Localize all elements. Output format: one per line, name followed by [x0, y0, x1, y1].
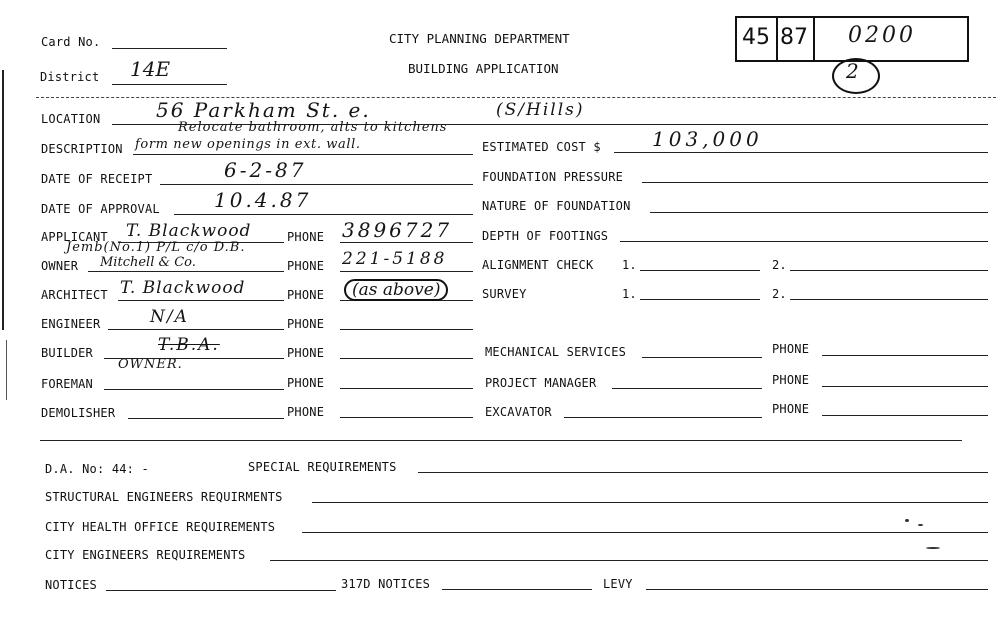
excavator-phone-label: PHONE	[772, 402, 810, 416]
applicant-label: APPLICANT	[41, 230, 108, 244]
levy-line	[646, 589, 988, 590]
health-requirements-line	[302, 532, 988, 533]
survey-label: SURVEY	[482, 287, 527, 301]
foreman-phone-line	[340, 388, 473, 389]
special-requirements-line	[418, 472, 988, 473]
date-of-approval-line	[174, 214, 473, 215]
alignment-check-line2	[790, 270, 988, 271]
da-no-label: D.A. No: 44: -	[45, 462, 149, 476]
architect-label: ARCHITECT	[41, 288, 108, 302]
estimated-cost-line	[614, 152, 988, 153]
owner-line2: Mitchell & Co.	[100, 255, 196, 270]
foreman-label: FOREMAN	[41, 377, 93, 391]
project-manager-label: PROJECT MANAGER	[485, 376, 597, 390]
depth-of-footings-label: DEPTH OF FOOTINGS	[482, 229, 609, 243]
card-no-label: Card No.	[41, 35, 101, 49]
notices-line	[106, 590, 336, 591]
mechanical-services-phone-line	[822, 355, 988, 356]
applicant-phone-value: 3896727	[342, 218, 453, 242]
owner-line	[88, 271, 284, 272]
engineer-phone-line	[340, 329, 473, 330]
location-suffix: (S/Hills)	[496, 100, 585, 120]
excavator-line	[564, 417, 762, 418]
ref-a: 45	[742, 25, 770, 50]
city-engineers-line	[270, 560, 988, 561]
department-title: CITY PLANNING DEPARTMENT	[389, 31, 570, 46]
foundation-pressure-line	[642, 182, 988, 183]
section-separator	[40, 440, 962, 441]
engineer-line	[108, 329, 284, 330]
builder-phone-line	[340, 358, 473, 359]
ref-divider-2	[813, 18, 815, 60]
owner-phone-label: PHONE	[287, 259, 325, 273]
ref-divider-1	[776, 18, 778, 60]
survey-opt1: 1.	[622, 287, 637, 301]
card-no-line	[112, 48, 227, 49]
builder-phone-label: PHONE	[287, 346, 325, 360]
form-title: BUILDING APPLICATION	[408, 61, 559, 76]
structural-requirements-label: STRUCTURAL ENGINEERS REQUIRMENTS	[45, 490, 283, 504]
applicant-phone-label: PHONE	[287, 230, 325, 244]
owner-phone-line	[340, 271, 473, 272]
alignment-check-opt1: 1.	[622, 258, 637, 272]
demolisher-phone-label: PHONE	[287, 405, 325, 419]
circled-number: 2	[846, 59, 859, 83]
mechanical-services-line	[642, 357, 762, 358]
survey-line2	[790, 299, 988, 300]
survey-opt2: 2.	[772, 287, 787, 301]
estimated-cost-value: 103,000	[652, 127, 763, 151]
levy-label: LEVY	[603, 577, 633, 591]
owner-label: OWNER	[41, 259, 79, 273]
architect-phone-value: (as above)	[344, 279, 448, 301]
date-of-approval-value: 10.4.87	[214, 188, 312, 212]
architect-value: T. Blackwood	[120, 278, 246, 298]
nature-of-foundation-label: NATURE OF FOUNDATION	[482, 199, 631, 213]
date-of-receipt-line	[160, 184, 473, 185]
alignment-check-line1	[640, 270, 760, 271]
scan-speck	[926, 547, 940, 549]
builder-value: T.B.A.	[158, 335, 220, 355]
foundation-pressure-label: FOUNDATION PRESSURE	[482, 170, 624, 184]
special-requirements-label: SPECIAL REQUIREMENTS	[248, 460, 397, 474]
project-manager-phone-label: PHONE	[772, 373, 810, 387]
alignment-check-opt2: 2.	[772, 258, 787, 272]
applicant-value: T. Blackwood	[126, 221, 252, 241]
location-value: 56 Parkham St. e.	[156, 98, 371, 122]
district-line	[112, 84, 227, 85]
date-of-receipt-value: 6-2-87	[224, 158, 307, 182]
architect-line	[118, 300, 284, 301]
excavator-label: EXCAVATOR	[485, 405, 552, 419]
foreman-phone-label: PHONE	[287, 376, 325, 390]
owner-phone-value: 221-5188	[342, 249, 448, 269]
alignment-check-label: ALIGNMENT CHECK	[482, 258, 594, 272]
date-of-approval-label: DATE OF APPROVAL	[41, 202, 160, 216]
district-label: District	[40, 70, 100, 84]
engineer-phone-label: PHONE	[287, 317, 325, 331]
scan-edge	[6, 340, 7, 400]
description-underline	[133, 154, 473, 155]
project-manager-line	[612, 388, 762, 389]
scan-speck	[905, 519, 909, 522]
city-engineers-label: CITY ENGINEERS REQUIREMENTS	[45, 548, 246, 562]
architect-phone-label: PHONE	[287, 288, 325, 302]
nature-of-foundation-line	[650, 212, 988, 213]
demolisher-label: DEMOLISHER	[41, 406, 116, 420]
builder-label: BUILDER	[41, 346, 93, 360]
notices-317d-label: 317D NOTICES	[341, 577, 431, 591]
ref-c: 0200	[848, 23, 916, 48]
demolisher-phone-line	[340, 417, 473, 418]
estimated-cost-label: ESTIMATED COST $	[482, 140, 601, 154]
applicant-phone-line	[340, 242, 473, 243]
engineer-value: N/A	[150, 307, 189, 327]
engineer-label: ENGINEER	[41, 317, 101, 331]
demolisher-line	[128, 418, 284, 419]
ref-b: 87	[780, 25, 808, 50]
depth-of-footings-line	[620, 241, 988, 242]
notices-label: NOTICES	[45, 578, 97, 592]
health-requirements-label: CITY HEALTH OFFICE REQUIREMENTS	[45, 520, 276, 534]
builder-note: OWNER.	[118, 357, 183, 372]
structural-requirements-line	[312, 502, 988, 503]
excavator-phone-line	[822, 415, 988, 416]
location-label: LOCATION	[41, 112, 101, 126]
owner-line1: Jemb(No.1) P/L c/o D.B.	[66, 240, 246, 255]
description-line2: form new openings in ext. wall.	[135, 137, 361, 152]
notices-317d-line	[442, 589, 592, 590]
mechanical-services-label: MECHANICAL SERVICES	[485, 345, 627, 359]
date-of-receipt-label: DATE OF RECEIPT	[41, 172, 153, 186]
description-line1: Relocate bathroom, alts to kitchens	[178, 120, 448, 135]
district-value: 14E	[130, 57, 171, 81]
scan-speck	[918, 524, 923, 526]
survey-line1	[640, 299, 760, 300]
project-manager-phone-line	[822, 386, 988, 387]
mechanical-services-phone-label: PHONE	[772, 342, 810, 356]
description-label: DESCRIPTION	[41, 142, 123, 156]
foreman-line	[104, 389, 284, 390]
scan-edge	[2, 70, 4, 330]
